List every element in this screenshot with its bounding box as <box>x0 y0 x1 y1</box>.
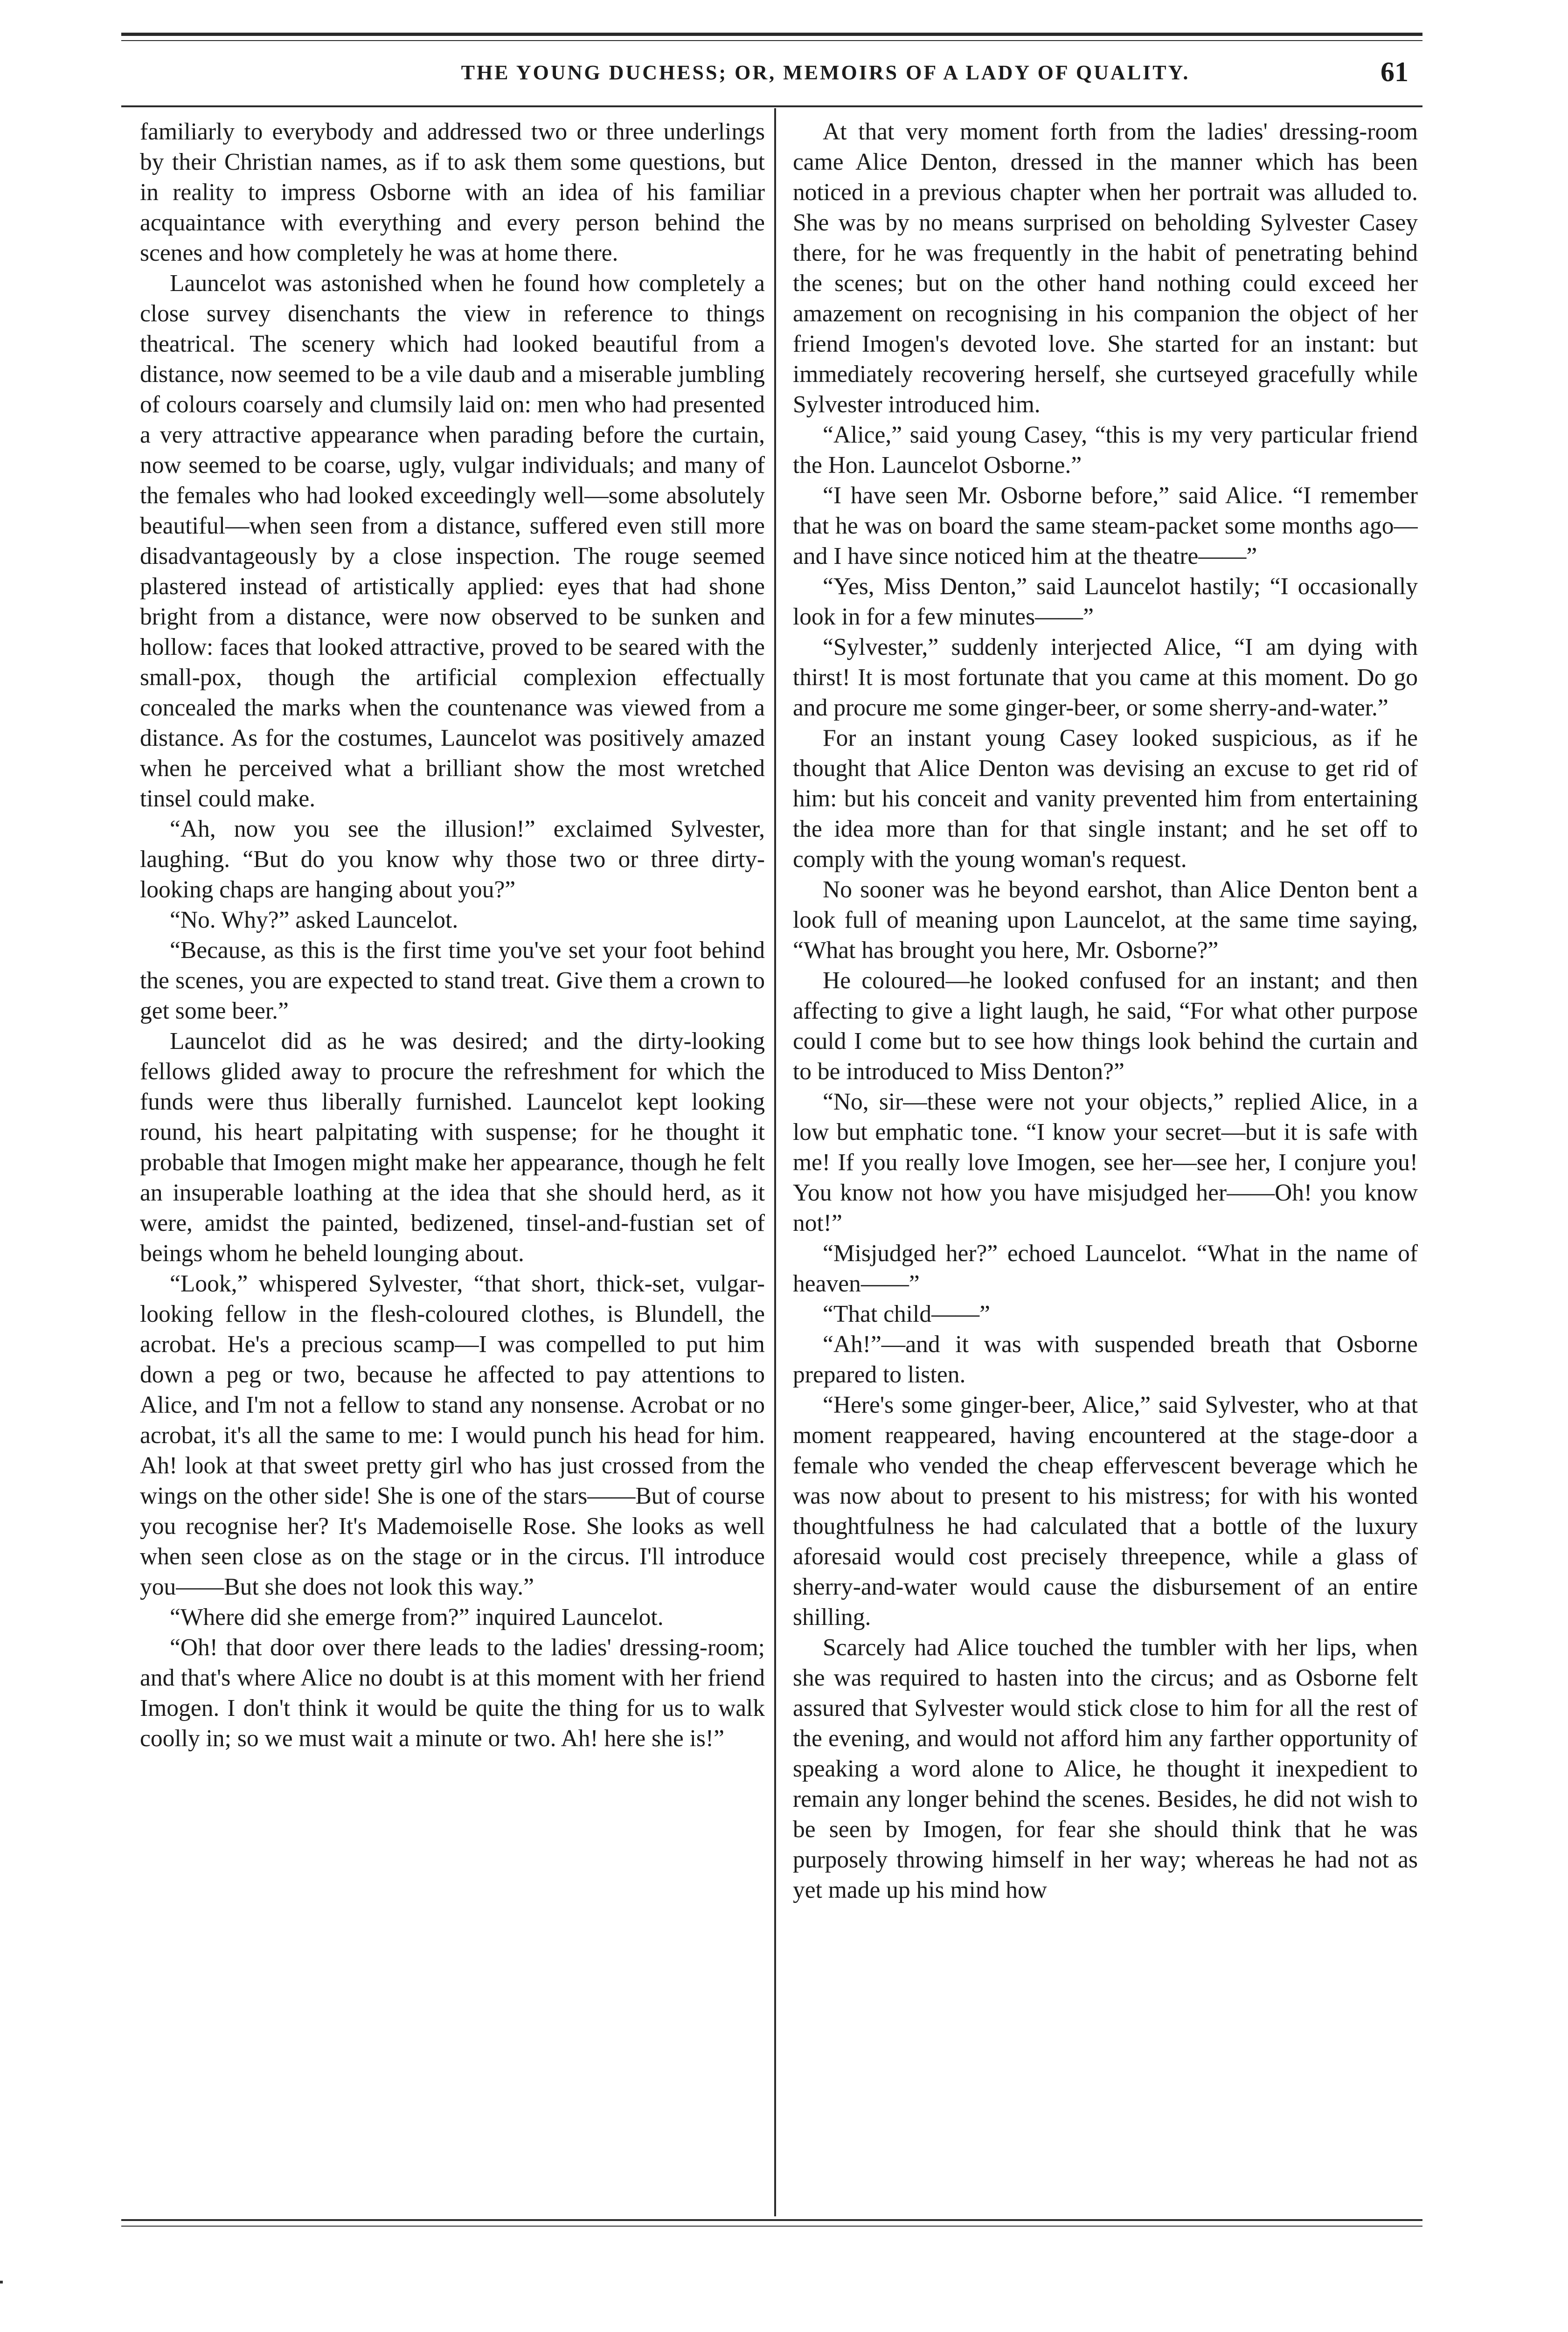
paragraph: “That child——” <box>823 1301 990 1327</box>
paragraph: “Here's some ginger-beer, Alice,” said Sylvester, who at that moment reappeared, having encountered at the stage-door a female who vended the cheap effervescent beverage which he was now about to present to his mistress; for with his wonted thoughtfulness he had calculated that a bottle of the luxury aforesaid would cost precisely threepence, while a glass of sherry-and-water would cause the disbursement of an entire shilling. <box>793 1392 1418 1631</box>
margin-speck <box>0 2281 3 2283</box>
bottom-rule-thin <box>121 2226 1422 2227</box>
paragraph: “Yes, Miss Denton,” said Launcelot hastily; “I occasionally look in for a few minutes——” <box>793 573 1418 630</box>
paragraph: Scarcely had Alice touched the tumbler with her lips, when she was required to hasten into the circus; and as Osborne felt assured that Sylvester would stick close to him for all the rest of the evening, and would not afford him any farther opportunity of speaking a word alone to Alice, he thought it inexpedient to remain any longer behind the scenes. Besides, he did not wish to be seen by Imogen, for fear she should think that he was purposely throwing himself in her way; whereas he had not as yet made up his mind how <box>793 1634 1418 1903</box>
paragraph: “No, sir—these were not your objects,” replied Alice, in a low but emphatic tone. “I know your secret—but it is safe with me! If you really love Imogen, see her—see her, I conjure you! You know not how you have misjudged her——Oh! you know not!” <box>793 1089 1418 1236</box>
paragraph: “Misjudged her?” echoed Launcelot. “What in the name of heaven——” <box>793 1240 1418 1297</box>
paragraph: He coloured—he looked confused for an instant; and then affecting to give a light laugh, he said, “For what other purpose could I come but to see how things look behind the curtain and to be introduced to Miss Denton?” <box>793 967 1418 1085</box>
paragraph: “Look,” whispered Sylvester, “that short, thick-set, vulgar-looking fellow in the flesh-coloured clothes, is Blundell, the acrobat. He's a precious scamp—I was compelled to put him down a peg or two, because he affected to pay attentions to Alice, and I'm not a fellow to stand any nonsense. Acrobat or no acrobat, it's all the same to me: I would punch his head for him. Ah! look at that sweet pretty girl who has just crossed from the wings on the other side! She is one of the stars——But of course you recognise her? It's Mademoiselle Rose. She looks as well when seen close as on the stage or in the circus. I'll introduce you——But she does not look this way.” <box>140 1270 765 1600</box>
paragraph: At that very moment forth from the ladies' dressing-room came Alice Denton, dressed in the manner which has been noticed in a previous chapter when her portrait was alluded to. She was by no means surprised on beholding Sylvester Casey there, for he was frequently in the habit of penetrating behind the scenes; but on the other hand nothing could exceed her amazement on recognising in his companion the object of her friend Imogen's devoted love. She started for an instant: but immediately recovering herself, she curtseyed gracefully while Sylvester introduced him. <box>793 118 1418 418</box>
paragraph: “No. Why?” asked Launcelot. <box>170 907 458 933</box>
paragraph: “Ah, now you see the illusion!” exclaimed Sylvester, laughing. “But do you know why those two or three dirty-looking chaps are hanging about you?” <box>140 816 765 903</box>
paragraph: “Ah!”—and it was with suspended breath that Osborne prepared to listen. <box>793 1331 1418 1388</box>
paragraph: “I have seen Mr. Osborne before,” said Alice. “I remember that he was on board the same steam-packet some months ago—and I have since noticed him at the theatre——” <box>793 482 1418 569</box>
running-title: THE YOUNG DUCHESS; OR, MEMOIRS OF A LADY OF QUALITY. <box>461 61 1190 84</box>
left-column <box>140 117 765 2206</box>
paragraph: No sooner was he beyond earshot, than Alice Denton bent a look full of meaning upon Launcelot, at the same time saying, “What has brought you here, Mr. Osborne?” <box>793 876 1418 964</box>
paragraph: For an instant young Casey looked suspicious, as if he thought that Alice Denton was devising an excuse to get rid of him: but his conceit and vanity prevented him from entertaining the idea more than for that single instant; and he set off to comply with the young woman's request. <box>793 725 1418 873</box>
paragraph: Launcelot did as he was desired; and the dirty-looking fellows glided away to procure the refreshment for which the funds were thus liberally furnished. Launcelot kept looking round, his heart palpitating with suspense; for he thought it probable that Imogen might make her appearance, though he felt an insuperable loathing at the idea that she should herd, as it were, amidst the painted, bedizened, tinsel-and-fustian set of beings whom he beheld lounging about. <box>140 1028 765 1267</box>
paragraph: Launcelot was astonished when he found how completely a close survey disenchants the view in reference to things theatrical. The scenery which had looked beautiful from a distance, now seemed to be a vile daub and a miserable jumbling of colours coarsely and clumsily laid on: men who had presented a very attractive appearance when parading before the curtain, now seemed to be coarse, ugly, vulgar individuals; and many of the females who had looked exceedingly well—some absolutely beautiful—when seen from a distance, suffered even still more disadvantageously by a close inspection. The rouge seemed plastered instead of artistically applied: eyes that had shone bright from a distance, were now observed to be sunken and hollow: faces that looked attractive, proved to be seared with the small-pox, though the artificial complexion effectually concealed the marks when the countenance was viewed from a distance. As for the costumes, Launcelot was positively amazed when he perceived what a brilliant show the most wretched tinsel could make. <box>140 270 765 812</box>
top-rule <box>121 33 1422 36</box>
column-divider <box>774 108 776 2216</box>
paragraph: “Oh! that door over there leads to the ladies' dressing-room; and that's where Alice no doubt is at this moment with her friend Imogen. I don't think it would be quite the thing for us to walk coolly in; so we must wait a minute or two. Ah! here she is!” <box>140 1634 765 1752</box>
paragraph: “Sylvester,” suddenly interjected Alice, “I am dying with thirst! It is most fortunate that you came at this moment. Do go and procure me some ginger-beer, or some sherry-and-water.” <box>793 634 1418 721</box>
bottom-rule <box>121 2219 1422 2221</box>
paragraph: “Because, as this is the first time you've set your foot behind the scenes, you are expected to stand treat. Give them a crown to get some beer.” <box>140 937 765 1024</box>
paragraph: “Where did she emerge from?” inquired Launcelot. <box>170 1604 664 1631</box>
paragraph: “Alice,” said young Casey, “this is my very particular friend the Hon. Launcelot Osborne.” <box>793 422 1418 479</box>
right-column <box>793 117 1418 2206</box>
header-rule <box>121 105 1422 107</box>
page-number: 61 <box>1381 56 1408 87</box>
top-rule-thin <box>121 40 1422 41</box>
page-header <box>121 56 1422 101</box>
paragraph: familiarly to everybody and addressed two or three underlings by their Christian names, as if to ask them some questions, but in reality to impress Osborne with an idea of his familiar acquaintance with everything and every person behind the scenes and how completely he was at home there. <box>140 118 765 266</box>
